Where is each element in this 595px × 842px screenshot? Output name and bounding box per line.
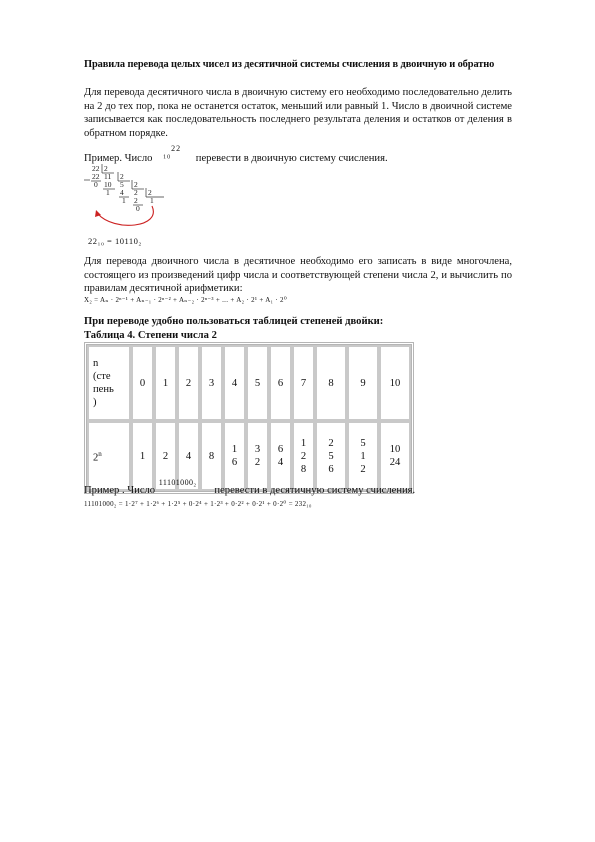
subtrahend-4: 2 — [134, 196, 138, 205]
exponent-cell: 3 — [200, 345, 223, 421]
exponent-cell: 7 — [292, 345, 315, 421]
power-cell: 8 — [200, 421, 223, 491]
exponent-cell: 5 — [246, 345, 269, 421]
exponent-cell: 6 — [269, 345, 292, 421]
polynomial-formula: X₂ = Aₙ · 2ⁿ⁻¹ + Aₙ₋₁ · 2ⁿ⁻² + Aₙ₋₂ · 2ⁿ⁻³ + ... + A₂ · 2¹ + A₁ · 2⁰ — [84, 296, 287, 304]
power-cell: 1 — [131, 421, 154, 491]
paragraph-decimal-to-binary: Для перевода десятичного числа в двоичную систему его необходимо последовательно делить на 2 до тех пор, пока не останется остаток, меньший или равный 1. Число в двоичной системе записывается как последовательность последнего результата деления и остатков от деления в обратном порядке. — [84, 87, 512, 139]
section-heading: Правила перевода целых чисел из десятичной системы счисления в двоичную и обратно — [84, 59, 495, 70]
paragraph-binary-to-decimal: Для перевода двоичного числа в десятичное необходимо его записать в виде многочлена, состоящего из произведений цифр числа и соответствующей степени числа 2, и вычислить по правилам десятичной арифметики: — [84, 256, 512, 295]
power-cell: 2 5 6 — [315, 421, 347, 491]
remainder-2: 1 — [106, 188, 110, 197]
divisor-1: 2 — [104, 164, 108, 173]
example-1-suffix: перевести в двоичную систему счисления. — [195, 153, 388, 164]
exponent-cell: 2 — [177, 345, 200, 421]
exponent-cell: 4 — [223, 345, 246, 421]
exponent-cell: 8 — [315, 345, 347, 421]
table-lead-in: При переводе удобно пользоваться таблицей степеней двойки: — [84, 316, 384, 327]
exponent-cell: 10 — [379, 345, 411, 421]
example-2-suffix: перевести в десятичную систему счисления. — [214, 485, 416, 496]
result-2: 11101000₂ = 1·2⁷ + 1·2⁶ + 1·2⁵ + 0·2⁴ + 1·2³ + 0·2² + 0·2¹ + 0·2⁰ = 232₁₀ — [84, 500, 312, 508]
power-cell: 3 2 — [246, 421, 269, 491]
table-row-exponent — [87, 345, 411, 421]
table-row-power — [87, 421, 411, 491]
quotient-1: 11 — [104, 172, 112, 181]
reading-order-arrow — [98, 206, 153, 225]
example-1-number: 22 $_{10}$ — [163, 144, 182, 161]
example-2-line — [84, 478, 416, 496]
table-caption: Таблица 4. Степени числа 2 — [84, 330, 217, 341]
quotient-3: 2 — [134, 188, 138, 197]
power-cell: 1 6 — [223, 421, 246, 491]
subtrahend-1: 22 — [92, 172, 100, 181]
divisor-4: 2 — [148, 188, 152, 197]
dividend: 22 — [92, 164, 100, 173]
divisor-3: 2 — [134, 180, 138, 189]
power-cell: 4 — [177, 421, 200, 491]
remainder-4: 0 — [136, 204, 140, 213]
divisor-2: 2 — [120, 172, 124, 181]
exponent-cell: 0 — [131, 345, 154, 421]
row-header-power: 2$^n$ — [87, 421, 131, 491]
exponent-cell: 1 — [154, 345, 177, 421]
powers-of-two-table — [84, 342, 414, 494]
remainder-1: 0 — [94, 180, 98, 189]
power-cell: 1 2 8 — [292, 421, 315, 491]
row-header-exponent: n (сте пень ) — [87, 345, 131, 421]
remainder-3: 1 — [122, 196, 126, 205]
quotient-2: 5 — [120, 180, 124, 189]
result-1: 22₁₀ = 10110₂ — [88, 236, 142, 246]
power-cell: 6 4 — [269, 421, 292, 491]
example-1-prefix: Пример. Число — [84, 153, 153, 164]
quotient-4: 1 — [150, 196, 154, 205]
example-2-prefix: Пример . Число — [84, 485, 156, 496]
subtrahend-2: 10 — [104, 180, 112, 189]
subtrahend-3: 4 — [120, 188, 124, 197]
power-cell: 10 24 — [379, 421, 411, 491]
exponent-cell: 9 — [347, 345, 379, 421]
example-2-number: 11101000₂ — [158, 478, 197, 487]
power-cell: 2 — [154, 421, 177, 491]
division-diagram — [84, 162, 214, 232]
power-cell: 5 1 2 — [347, 421, 379, 491]
